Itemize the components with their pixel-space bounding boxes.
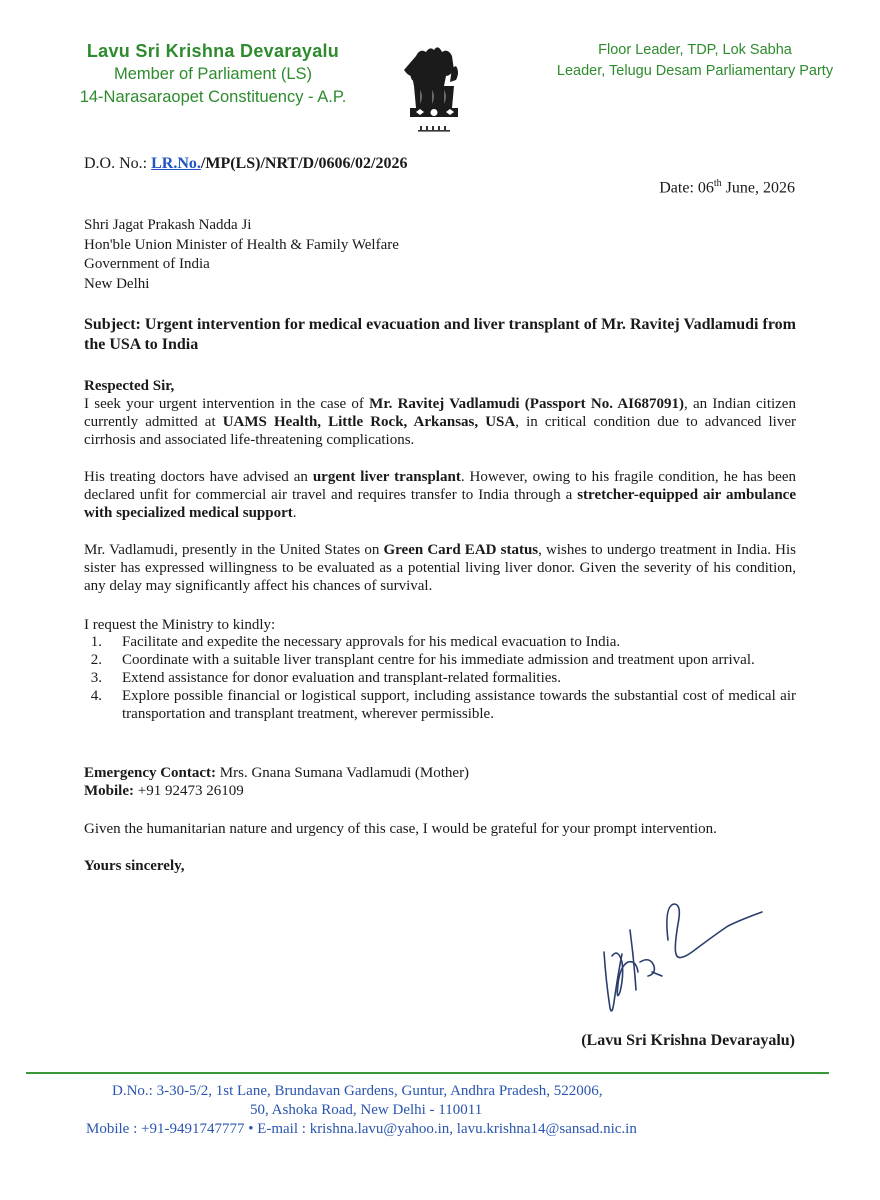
footer-divider xyxy=(26,1072,829,1074)
addressee-block xyxy=(84,216,399,294)
request-intro: I request the Ministry to kindly: xyxy=(84,617,276,633)
reference-code: /MP(LS)/NRT/D/0606/02/2026 xyxy=(200,155,408,172)
request-list xyxy=(84,633,796,723)
mp-designation: Member of Parliament (LS) xyxy=(113,65,313,83)
signatory-name: (Lavu Sri Krishna Devarayalu) xyxy=(581,1032,795,1049)
footer-contact: Mobile : +91-9491747777 • E-mail : krishna.lavu@yahoo.in, lavu.krishna14@sansad.nic.in xyxy=(86,1121,637,1137)
contact-value: Mrs. Gnana Sumana Vadlamudi (Mother) xyxy=(216,765,470,781)
text-run: , wishes to undergo treatment in India. His sister has expressed willingness to be evaluated as a potential living liver donor. Given the severity of his condition, any delay may significantly affect his chances of survival. xyxy=(84,542,796,594)
addressee-city: New Delhi xyxy=(84,275,150,292)
contact-person xyxy=(84,764,469,782)
list-number: 3. xyxy=(90,670,102,686)
list-number: 4. xyxy=(90,688,102,704)
text-run: Mr. Vadlamudi, presently in the United States on xyxy=(84,542,384,558)
letter-date xyxy=(659,175,795,197)
mobile-label: Mobile: xyxy=(84,783,134,799)
list-number: 1. xyxy=(90,634,102,650)
hospital-name: UAMS Health, Little Rock, Arkansas, USA xyxy=(222,414,516,430)
date-ordinal: th xyxy=(713,178,722,189)
list-text: Coordinate with a suitable liver transplant centre for his immediate admission and treatment upon arrival. xyxy=(122,652,755,668)
subject-line: Subject: Urgent intervention for medical evacuation and liver transplant of Mr. Ravitej Vadlamudi from the USA to India xyxy=(84,316,796,353)
date-prefix: Date: 06 xyxy=(659,179,714,197)
paragraph-3 xyxy=(84,541,796,595)
reference-label: D.O. No.: xyxy=(84,155,152,172)
contact-mobile xyxy=(84,782,469,800)
paragraph-1 xyxy=(84,395,796,449)
list-text: Explore possible financial or logistical support, including assistance towards the substantial cost of medical air transportation and transplant treatment, wherever permissible. xyxy=(122,688,796,722)
text-run: , an Indian citizen currently admitted at xyxy=(84,396,796,430)
list-item xyxy=(84,669,796,687)
date-suffix: June, 2026 xyxy=(721,179,795,197)
transplant-emphasis: urgent liver transplant xyxy=(312,469,461,485)
patient-name-passport: Mr. Ravitej Vadlamudi (Passport No. AI687091) xyxy=(369,396,685,412)
reference-link[interactable]: LR.No. xyxy=(151,155,201,172)
visa-status-emphasis: Green Card EAD status xyxy=(383,542,539,558)
text-run: . However, owing to his fragile condition, he has been declared unfit for commercial air travel and requires transfer to India through a xyxy=(84,469,796,503)
list-number: 2. xyxy=(90,652,102,668)
addressee-government: Government of India xyxy=(84,256,210,272)
closing-paragraph: Given the humanitarian nature and urgency of this case, I would be grateful for your prompt intervention. xyxy=(84,821,717,837)
text-run: , in critical condition due to advanced liver cirrhosis and associated life-threatening complications. xyxy=(84,414,797,448)
addressee-title: Hon'ble Union Minister of Health & Family Welfare xyxy=(84,236,399,253)
role-party-leader: Leader, Telugu Desam Parliamentary Party xyxy=(556,63,834,79)
footer-address-delhi: 50, Ashoka Road, New Delhi - 110011 xyxy=(250,1102,483,1118)
text-run: . xyxy=(292,505,297,521)
paragraph-2 xyxy=(84,468,796,522)
footer-address-guntur: D.No.: 3-30-5/2, 1st Lane, Brundavan Gardens, Guntur, Andhra Pradesh, 522006, xyxy=(112,1083,603,1099)
list-item xyxy=(84,651,796,669)
mp-name: Lavu Sri Krishna Devarayalu xyxy=(86,41,340,61)
list-item xyxy=(84,633,796,651)
text-run: I seek your urgent intervention in the case of xyxy=(84,396,370,412)
letterhead-left xyxy=(58,40,368,108)
reference-number xyxy=(84,155,407,173)
air-ambulance-emphasis: stretcher-equipped air ambulance with specialized medical support xyxy=(84,487,796,521)
national-emblem-icon xyxy=(402,46,466,152)
list-item xyxy=(84,687,796,723)
mp-constituency: 14-Narasaraopet Constituency - A.P. xyxy=(79,88,347,106)
addressee-name: Shri Jagat Prakash Nadda Ji xyxy=(84,217,252,233)
emergency-contact xyxy=(84,764,469,800)
role-floor-leader: Floor Leader, TDP, Lok Sabha xyxy=(598,42,792,58)
list-text: Extend assistance for donor evaluation and transplant-related formalities. xyxy=(122,670,562,686)
contact-label: Emergency Contact: xyxy=(84,765,217,781)
closing-salutation: Yours sincerely, xyxy=(84,858,185,874)
salutation: Respected Sir, xyxy=(84,378,175,394)
text-run: His treating doctors have advised an xyxy=(84,469,313,485)
list-text: Facilitate and expedite the necessary approvals for his medical evacuation to India. xyxy=(122,634,621,650)
signature-image xyxy=(590,890,770,1025)
mobile-value: +91 92473 26109 xyxy=(134,783,244,799)
letterhead-right xyxy=(545,40,845,82)
